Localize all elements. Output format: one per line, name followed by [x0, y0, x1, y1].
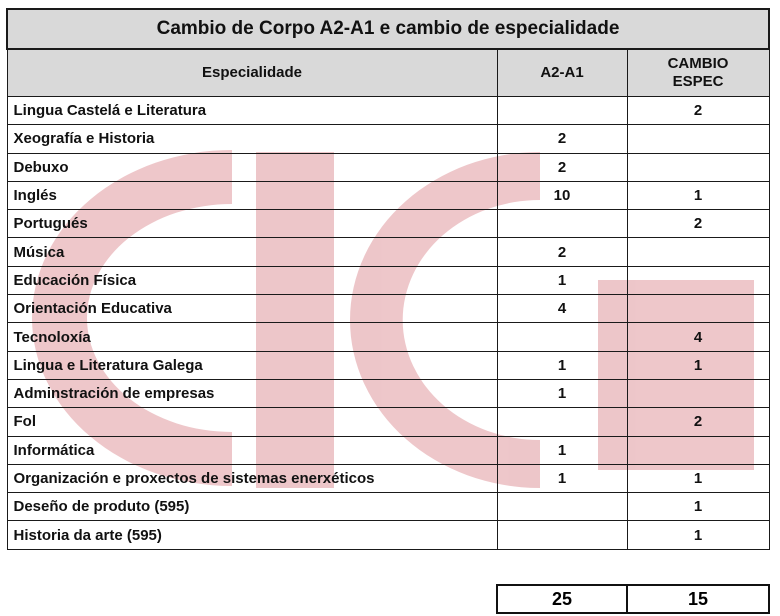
cell-cambio [627, 238, 769, 266]
cell-cambio [627, 266, 769, 294]
cell-especialidade: Historia da arte (595) [7, 521, 497, 549]
table-row [7, 238, 769, 266]
cell-especialidade: Xeografía e Historia [7, 125, 497, 153]
cell-a2a1: 2 [497, 125, 627, 153]
total-cambio: 15 [627, 585, 769, 613]
cell-a2a1 [497, 408, 627, 436]
cell-especialidade: Fol [7, 408, 497, 436]
table-row [7, 379, 769, 407]
cell-cambio [627, 295, 769, 323]
cell-cambio: 2 [627, 97, 769, 125]
header-a2a1: A2-A1 [497, 49, 627, 97]
cell-cambio [627, 153, 769, 181]
cell-a2a1: 2 [497, 238, 627, 266]
cell-especialidade: Lingua e Literatura Galega [7, 351, 497, 379]
cell-cambio: 4 [627, 323, 769, 351]
cell-a2a1: 1 [497, 351, 627, 379]
total-a2a1: 25 [497, 585, 627, 613]
table-row [7, 125, 769, 153]
header-especialidade: Especialidade [7, 49, 497, 97]
cell-especialidade: Portugués [7, 210, 497, 238]
table-row [7, 436, 769, 464]
cell-cambio [627, 379, 769, 407]
header-cambio-espec [627, 49, 769, 97]
cell-cambio [627, 436, 769, 464]
table-row [7, 408, 769, 436]
cell-especialidade: Adminstración de empresas [7, 379, 497, 407]
cell-especialidade: Debuxo [7, 153, 497, 181]
table-row [7, 266, 769, 294]
cell-especialidade: Música [7, 238, 497, 266]
cell-a2a1: 2 [497, 153, 627, 181]
table-row [7, 181, 769, 209]
cell-cambio: 1 [627, 464, 769, 492]
header-cambio-line2: ESPEC [672, 73, 724, 90]
cell-cambio: 2 [627, 210, 769, 238]
cell-a2a1 [497, 521, 627, 549]
table-row [7, 464, 769, 492]
header-cambio-line1: CAMBIO [667, 55, 729, 72]
cell-cambio: 1 [627, 493, 769, 521]
table-title: Cambio de Corpo A2-A1 e cambio de especialidade [7, 9, 769, 49]
table-row [7, 295, 769, 323]
table-row [7, 351, 769, 379]
cell-a2a1: 10 [497, 181, 627, 209]
cell-a2a1 [497, 210, 627, 238]
cell-cambio: 1 [627, 351, 769, 379]
cell-especialidade: Tecnoloxía [7, 323, 497, 351]
cell-cambio [627, 125, 769, 153]
cell-especialidade: Inglés [7, 181, 497, 209]
table-row [7, 153, 769, 181]
totals-table [496, 584, 770, 614]
cell-cambio: 1 [627, 181, 769, 209]
cell-especialidade: Lingua Castelá e Literatura [7, 97, 497, 125]
cell-especialidade: Orientación Educativa [7, 295, 497, 323]
cell-a2a1: 1 [497, 266, 627, 294]
cell-a2a1: 1 [497, 436, 627, 464]
cell-cambio: 2 [627, 408, 769, 436]
cell-a2a1 [497, 97, 627, 125]
cell-a2a1 [497, 493, 627, 521]
cell-especialidade: Deseño de produto (595) [7, 493, 497, 521]
table-row [7, 210, 769, 238]
specialities-table [6, 8, 770, 550]
table-row [7, 97, 769, 125]
table-row [7, 521, 769, 549]
table-row [7, 323, 769, 351]
cell-especialidade: Organización e proxectos de sistemas enerxéticos [7, 464, 497, 492]
cell-a2a1: 1 [497, 464, 627, 492]
cell-especialidade: Educación Física [7, 266, 497, 294]
cell-especialidade: Informática [7, 436, 497, 464]
table-row [7, 493, 769, 521]
cell-a2a1 [497, 323, 627, 351]
cell-cambio: 1 [627, 521, 769, 549]
cell-a2a1: 4 [497, 295, 627, 323]
cell-a2a1: 1 [497, 379, 627, 407]
